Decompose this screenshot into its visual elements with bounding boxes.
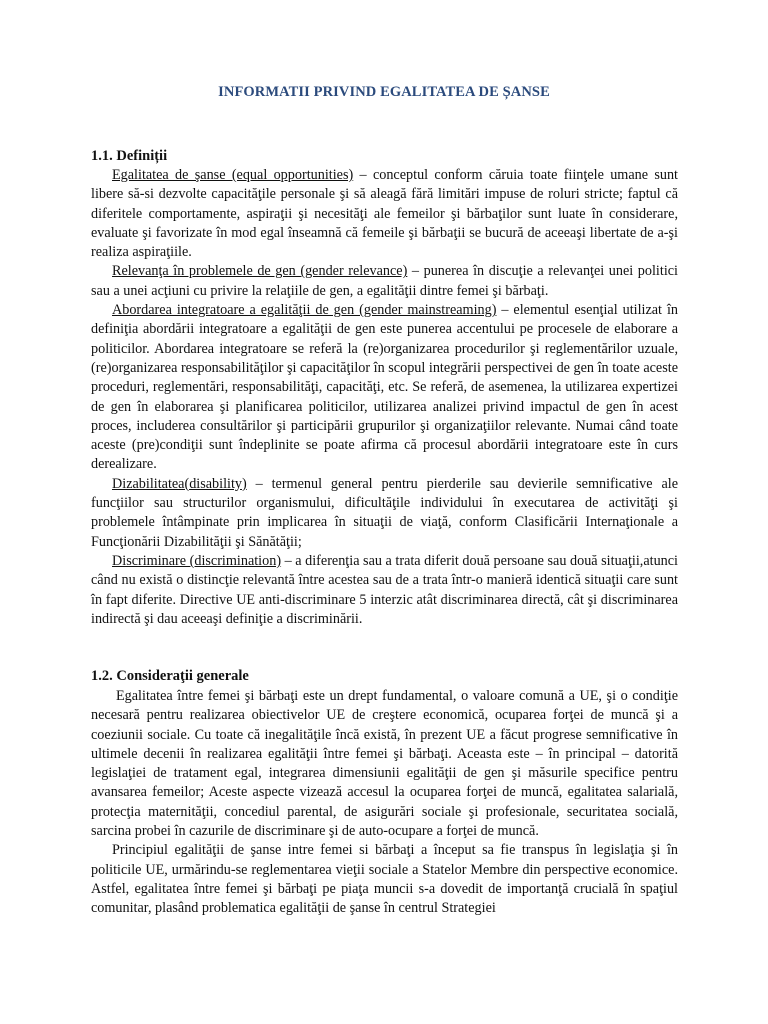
definition-paragraph	[91, 166, 678, 262]
definition-term: Abordarea integratoare a egalităţii de gen (gender mainstreaming)	[112, 302, 497, 319]
definitions-section	[91, 166, 678, 629]
definition-paragraph	[91, 262, 678, 301]
definition-paragraph	[91, 301, 678, 475]
body-paragraph: Principiul egalităţii de şanse intre femei si bărbaţi a început sa fie transpus în legislaţia şi în politicile UE, urmărindu-se reglementarea vieţii sociale a Statelor Membre din perspective economice. Astfel, egalitatea între femei şi bărbaţi pe piaţa muncii s-a dovedit de importanţă crucială în spaţiul comunitar, plasând problematica egalităţii de şanse în centrul Strategiei	[91, 842, 678, 917]
considerations-section	[91, 687, 678, 919]
definition-paragraph	[91, 475, 678, 552]
definition-term: Relevanţa în problemele de gen (gender relevance)	[112, 263, 408, 280]
definition-text: – elementul esenţial utilizat în definiţia abordării integratoare a egalităţii de gen este punerea accentului pe procesele de elaborare a politicilor. Abordarea integratoare se referă la (re)organizarea procedurilor şi reglementărilor uzuale, (re)organizarea responsabilităţilor şi capacităţilor în scopul integrării perspectivei de gen în toate aceste proceduri, reglementări, responsabilităţi, capacităţi, etc. Se referă, de asemenea, la utilizarea expertizei de gen în elaborarea şi planificarea politicilor, utilizarea analizei privind impactul de gen în acest proces, includerea consultărilor şi participării grupurilor şi organizaţiilor relevante. Numai când toate aceste (pre)condiţii sunt îndeplinite se poate afirma că procesul abordării integratoare este în curs derealizare.	[91, 302, 678, 473]
definition-text: – termenul general pentru pierderile sau devierile semnificative ale funcţiilor sau structurilor organismului, dificultăţile individului în executarea de activităţi şi problemele întâmpinate prin implicarea în situaţii de viaţă, conform Clasificării Internaţionale a Funcţionării Dizabilităţii şi Sănătăţii;	[91, 475, 678, 550]
page-title: INFORMATII PRIVIND EGALITATEA DE ȘANSE	[218, 84, 550, 100]
definition-text: – a diferenţia sau a trata diferit două persoane sau două situaţii,atunci când nu există o distincţie relevantă între acestea sau de a trata într-o manieră identică situaţii care sunt în fapt diferite. Directive UE anti-discriminare 5 interzic atât discriminarea directă, cât şi discriminarea indirectă şi dau aceeaşi definiţie a discriminării.	[91, 552, 678, 627]
definition-term: Discriminare (discrimination)	[112, 552, 282, 569]
definition-term: Egalitatea de şanse (equal opportunities)	[112, 167, 354, 183]
definition-text: – conceptul conform căruia toate fiinţele umane sunt libere să-si dezvolte capacităţile personale şi să aleagă fără limitări impuse de roluri stricte; faptul că diferitele comportamente, aspiraţii şi necesităţi ale femeilor şi bărbaţilor sunt luate în considerare, evaluate şi favorizate în mod egal înseamnă că femeile şi bărbaţii se bucură de aceeaşi libertate de a-şi realiza aspiraţiile.	[91, 167, 678, 261]
body-paragraph: Egalitatea între femei şi bărbaţi este un drept fundamental, o valoare comună a UE, şi o condiţie necesară pentru realizarea obiectivelor UE de creştere economică, ocuparea forţei de muncă şi a coeziunii sociale. Cu toate că inegalităţile încă există, în prezent UE a făcut progrese semnificative în ultimele decenii în realizarea egalităţii între femei şi bărbaţi. Aceasta este – în principal – datorită legislaţiei de tratament egal, integrarea dimensiunii egalităţii de gen şi măsurile specifice pentru avansarea femeilor; Aceste aspecte vizează accesul la ocuparea forţei de muncă, egalitatea salarială, protecţia maternităţii, concediul parental, de asigurări sociale şi profesionale, securitatea socială, sarcina probei în cazurile de discriminare şi de auto-ocupare a forţei de muncă.	[91, 688, 678, 840]
section-heading-definitions: 1.1. Definiții	[91, 148, 168, 164]
section-heading-considerations: 1.2. Consideraţii generale	[91, 668, 249, 684]
definition-term: Dizabilitatea(disability)	[112, 475, 247, 492]
definition-text: – punerea în discuţie a relevanţei unei politici sau a unei acţiuni cu privire la relaţiile de gen, a egalităţii dintre femei şi bărbaţi.	[91, 263, 679, 299]
definition-paragraph	[91, 552, 678, 629]
